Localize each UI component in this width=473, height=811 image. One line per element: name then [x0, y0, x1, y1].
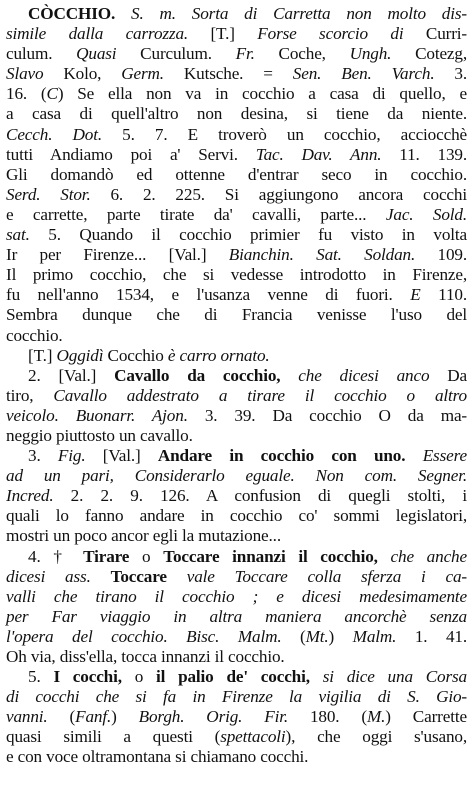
body-text: ), che oggi s'usano,: [285, 727, 468, 747]
body-text: Curri-: [403, 24, 467, 44]
body-text: Cocchio: [103, 345, 168, 365]
italic-text: vanni.: [6, 707, 48, 727]
headword-text: Toccare: [110, 566, 167, 586]
body-text: Gli domandò ed ottenne d'entrar seco in cocchio.: [6, 164, 467, 184]
body-text: fu nell'anno 1534, e l'usanza venne di fuori.: [6, 285, 411, 305]
italic-text: Sorta di Carretta non molto dis-: [191, 4, 467, 23]
text-line: [6, 225, 467, 245]
text-line: [6, 104, 467, 124]
body-text: ): [328, 626, 353, 646]
italic-text: Serd. Stor.: [6, 184, 91, 204]
sense-block: [6, 446, 467, 546]
body-text: [310, 667, 323, 686]
italic-text: E: [410, 285, 421, 305]
text-line: [6, 587, 467, 607]
body-text: Oh via, diss'ella, tocca innanzi il cocchio.: [6, 647, 285, 666]
text-line: [6, 125, 467, 145]
text-line: [6, 24, 467, 44]
text-line: [6, 506, 467, 526]
italic-text: Fanf.: [75, 707, 112, 727]
body-text: neggio piuttosto un cavallo.: [6, 425, 193, 445]
body-text: e carrette, parte tirate da' cavalli, parte...: [6, 204, 386, 224]
body-text: quasi simili a questi (: [6, 727, 221, 747]
text-line: [6, 707, 467, 727]
text-line: [6, 547, 467, 567]
italic-text: Sen. Ben. Varch.: [292, 64, 435, 84]
text-line: [6, 727, 467, 747]
body-text: Cotezg,: [391, 44, 468, 64]
body-text: Curculum.: [116, 44, 236, 64]
body-text: (: [47, 707, 76, 727]
italic-text: spettacoli: [220, 727, 286, 747]
italic-text: Borgh. Orig. Fir.: [138, 707, 289, 727]
italic-text: Jac. Sold.: [385, 204, 467, 224]
body-text: Ir per Firenze... [Val.]: [6, 245, 229, 265]
text-line: [6, 285, 467, 305]
body-text: Coche,: [254, 44, 350, 64]
italic-text: veicolo. Buonarr. Ajon.: [6, 405, 188, 425]
italic-text: di cocchi che si fa in Firenze la vigilia di S. Gio-: [6, 687, 467, 707]
body-text: tiro,: [6, 385, 54, 405]
text-line: [6, 747, 467, 767]
body-text: 180. (: [288, 707, 367, 727]
body-text: 110.: [420, 285, 467, 305]
headword-text: I cocchi,: [53, 667, 122, 687]
italic-text: che dicesi anco: [298, 365, 430, 385]
body-text: 4. †: [28, 546, 84, 566]
body-text: mostri un poco ancor egli la mutazione...: [6, 526, 281, 546]
italic-text: ad un pari, Considerarlo eguale. Non com. Segner.: [6, 466, 467, 486]
italic-text: Tac. Dav. Ann.: [255, 144, 382, 164]
italic-text: C: [46, 84, 58, 104]
body-text: tutti Andiamo poi a' Servi.: [6, 144, 256, 164]
body-text: 1. 41.: [396, 626, 467, 646]
text-line: [6, 647, 467, 667]
body-text: [Val.]: [85, 446, 158, 466]
body-text: 5. Quando il cocchio primier fu visto in volta: [29, 225, 467, 245]
italic-text: sat.: [6, 225, 30, 245]
italic-text: Incred.: [6, 486, 54, 506]
body-text: Kutsche. =: [163, 64, 293, 84]
italic-text: Germ.: [121, 64, 164, 84]
body-text: (: [281, 626, 306, 646]
text-line: [6, 305, 467, 325]
text-line: [6, 165, 467, 185]
note-line: [6, 346, 467, 366]
text-line: [6, 486, 467, 506]
body-text: 109.: [415, 245, 467, 265]
italic-text: Essere: [422, 446, 467, 466]
italic-text: Fr.: [235, 44, 255, 64]
body-text: 2. [Val.]: [28, 365, 115, 385]
italic-text: l'opera del cocchio. Bisc. Malm.: [6, 626, 282, 646]
headword-text: Tirare: [83, 546, 130, 566]
body-text: 6. 2. 225. Si aggiungono ancora cocchi: [90, 184, 467, 204]
body-text: cocchio.: [6, 325, 63, 345]
text-line: [6, 44, 467, 64]
body-text: [167, 567, 187, 586]
text-line: [6, 446, 467, 466]
italic-text: dicesi ass.: [6, 566, 91, 586]
sense-block: [6, 667, 467, 767]
text-line: [6, 526, 467, 546]
entry-note: [6, 346, 467, 366]
italic-text: Cavallo addestrato a tirare il cocchio o altro: [53, 385, 468, 405]
sense-block: [6, 547, 467, 668]
body-text: [280, 366, 298, 385]
italic-text: Quasi: [76, 44, 117, 64]
body-text: quali lo fanno andare in cocchio co' sommi legislatori,: [6, 506, 467, 526]
italic-text: valli che tirano il cocchio ; e dicesi medesimamente: [6, 586, 467, 606]
text-line: [6, 567, 467, 587]
italic-text: Mt.: [305, 626, 329, 646]
italic-text: è carro ornato.: [167, 345, 270, 365]
text-line: [6, 205, 467, 225]
italic-text: Cecch. Dot.: [6, 124, 102, 144]
headword-text: CÒCCHIO.: [28, 4, 116, 23]
body-text: Sembra dunque che di Francia venisse l'uso del: [6, 305, 467, 325]
body-text: ): [111, 707, 139, 727]
body-text: culum.: [6, 44, 77, 64]
headword-text: il palio de' cocchi,: [155, 667, 310, 687]
italic-text: Ungh.: [349, 44, 392, 64]
headword-text: Toccare innanzi il cocchio,: [163, 546, 378, 566]
italic-text: simile dalla carrozza.: [6, 24, 189, 44]
text-line: [6, 185, 467, 205]
body-text: [91, 567, 111, 586]
entry-main-definition: [6, 4, 467, 346]
text-line: [6, 466, 467, 486]
italic-text: Bianchin. Sat. Soldan.: [228, 245, 416, 265]
body-text: 5.: [28, 667, 54, 687]
italic-text: Fig.: [57, 446, 86, 466]
body-text: 16. (: [6, 84, 47, 104]
italic-text: Oggidì: [56, 345, 104, 365]
italic-text: vale Toccare colla sferza i ca-: [186, 566, 468, 586]
headword-text: Andare in cocchio con uno.: [157, 446, 406, 466]
text-line: [6, 145, 467, 165]
text-line: [6, 426, 467, 446]
text-line: [6, 406, 467, 426]
sense-block: [6, 366, 467, 446]
text-line: [6, 627, 467, 647]
text-line: [6, 667, 467, 687]
body-text: e con voce oltramontana si chiamano cocchi.: [6, 747, 309, 767]
body-text: [176, 4, 192, 23]
italic-text: S. m.: [131, 4, 176, 23]
text-line: [6, 607, 467, 627]
text-line: [6, 4, 467, 24]
body-text: ) Se ella non va in cocchio a casa di quello, e: [57, 84, 467, 104]
body-text: [T.]: [28, 345, 57, 365]
body-text: 3.: [434, 64, 468, 84]
body-text: 3.: [28, 446, 58, 466]
body-text: ) Carrette: [385, 707, 467, 727]
italic-text: per Far viaggio in altra maniera ancorchè senza: [6, 606, 467, 626]
body-text: 2. 2. 9. 126. A confusion di quegli stolti, i: [53, 486, 467, 506]
headword-text: Cavallo da cocchio,: [114, 365, 281, 385]
text-line: [6, 326, 467, 346]
body-text: o: [129, 546, 164, 566]
body-text: 3. 39. Da cocchio O da ma-: [187, 405, 467, 425]
body-text: o: [121, 667, 156, 687]
italic-text: Malm.: [352, 626, 397, 646]
text-line: [6, 84, 467, 104]
body-text: Kolo,: [43, 64, 122, 84]
text-line: [6, 687, 467, 707]
text-line: [6, 265, 467, 285]
body-text: [115, 4, 131, 23]
text-line: [6, 386, 467, 406]
body-text: Il primo cocchio, che si vedesse introdotto in Firenze,: [6, 265, 467, 285]
body-text: Da: [429, 365, 467, 385]
body-text: a casa di quell'altro non desina, si tiene da niente.: [6, 104, 467, 124]
italic-text: Slavo: [6, 64, 44, 84]
text-line: [6, 245, 467, 265]
body-text: [T.]: [188, 24, 258, 44]
text-line: [6, 64, 467, 84]
body-text: 11. 139.: [381, 144, 468, 164]
italic-text: che anche: [390, 546, 467, 566]
italic-text: si dice una Corsa: [322, 667, 467, 687]
body-text: [378, 547, 391, 566]
text-line: [6, 366, 467, 386]
body-text: 5. 7. E troverò un cocchio, acciocchè: [101, 124, 468, 144]
italic-text: M.: [366, 707, 386, 727]
body-text: [405, 446, 422, 465]
entry-senses: [6, 366, 467, 768]
italic-text: Forse scorcio di: [257, 24, 404, 44]
